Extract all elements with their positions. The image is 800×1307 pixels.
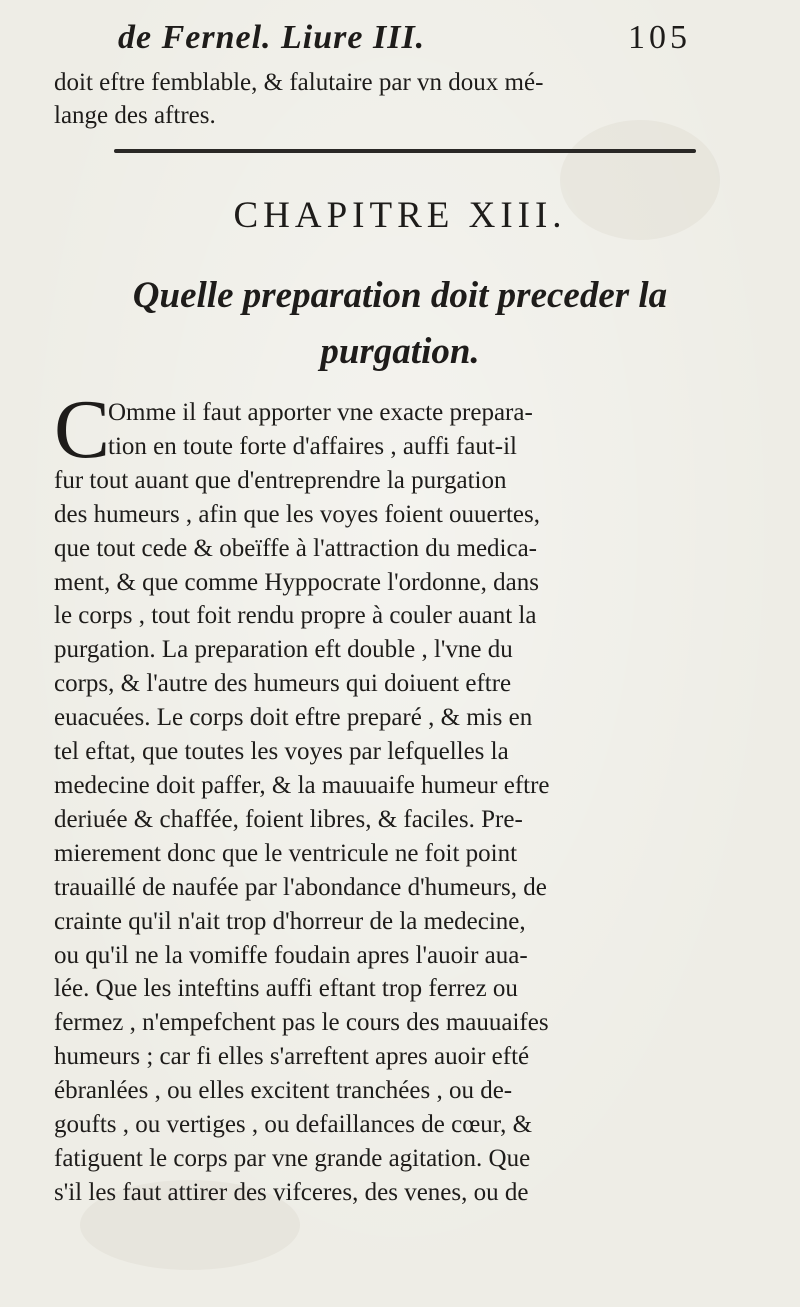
running-head [118,16,718,60]
body-paragraph [54,396,754,1210]
text-line: le corps , tout foit rendu propre à couler auant la [54,602,537,630]
text-line: fur tout auant que d'entreprendre la purgation [54,466,507,494]
text-line: que tout cede & obeïffe à l'attraction du medica- [54,534,538,562]
page-number: 105 [628,19,691,56]
text-line: lange des aftres. [54,102,216,129]
running-head-title: de Fernel. Liure III. [118,19,426,56]
text-line: ébranlées , ou elles excitent tranchées , ou de- [54,1077,513,1105]
text-line: tion en toute forte d'affaires , auffi faut-il [108,432,517,460]
text-line: lée. Que les inteftins auffi eftant trop ferrez ou [54,975,518,1003]
text-line: corps, & l'autre des humeurs qui doiuent eftre [54,670,512,698]
text-line: ou qu'il ne la vomiffe foudain apres l'auoir aua- [54,941,528,969]
text-line: crainte qu'il n'ait trop d'horreur de la medecine, [54,907,526,935]
text-line: Omme il faut apporter vne exacte prepara- [108,399,533,426]
chapter-heading: CHAPITRE XIII. [233,195,567,236]
subtitle-line: Quelle preparation doit preceder la [132,275,668,316]
text-line: medecine doit paffer, & la mauuaife humeur eftre [54,771,550,799]
text-line: humeurs ; car fi elles s'arreftent apres auoir efté [54,1043,530,1071]
text-line: s'il les faut attirer des vifceres, des venes, ou de [54,1178,529,1206]
text-line: trauaillé de naufée par l'abondance d'humeurs, de [54,873,547,901]
text-line: fermez , n'empefchent pas le cours des mauuaifes [54,1009,549,1037]
drop-cap: C [54,383,111,476]
subtitle-line: purgation. [320,331,480,372]
text-line: euacuées. Le corps doit eftre preparé , & mis en [54,704,533,732]
text-line: goufts , ou vertiges , ou defaillances de cœur, & [54,1111,533,1139]
text-line: tel eftat, que toutes les voyes par lefquelles la [54,738,509,766]
chapter-subtitle [0,268,800,380]
text-line: ment, & que comme Hyppocrate l'ordonne, dans [54,568,539,596]
section-divider [114,149,696,153]
text-line: des humeurs , afin que les voyes foient ouuertes, [54,500,540,528]
text-line: deriuée & chaffée, foient libres, & faciles. Pre- [54,805,523,833]
continuation-text [54,66,744,132]
text-line: mierement donc que le ventricule ne foit point [54,839,518,867]
text-line: purgation. La preparation eft double , l'vne du [54,636,513,664]
text-line: doit eftre femblable, & falutaire par vn doux mé- [54,69,544,96]
text-line: fatiguent le corps par vne grande agitation. Que [54,1144,531,1172]
